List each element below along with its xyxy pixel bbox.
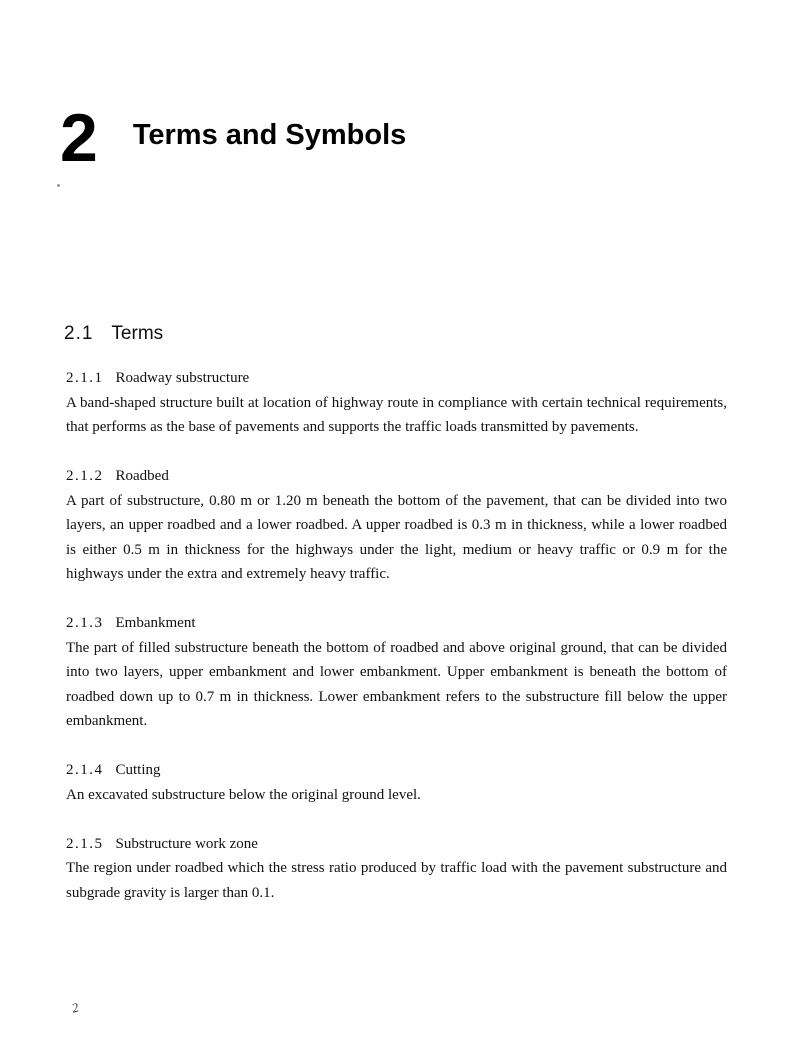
term-heading [66, 611, 727, 636]
term-definition: A band-shaped structure built at location of highway route in compliance with certain technical requirements, that performs as the base of pavements and supports the traffic loads transmitted by pavements. [66, 394, 727, 435]
term-name: Roadbed [115, 468, 169, 484]
term-name: Roadway substructure [115, 370, 250, 386]
term-item [66, 832, 727, 906]
terms-list [66, 366, 727, 930]
term-definition: A part of substructure, 0.80 m or 1.20 m beneath the bottom of the pavement, that can be divided into two layers, an upper roadbed and a lower roadbed. A upper roadbed is 0.3 m in thickness, while a lower roadbed is either 0.5 m in thickness for the highways under the light, medium or heavy traffic or 0.9 m for the highways under the extra and extremely heavy traffic. [66, 492, 727, 582]
term-name: Substructure work zone [115, 835, 258, 852]
term-name: Cutting [115, 762, 161, 778]
term-item [66, 366, 727, 440]
term-heading [66, 832, 727, 857]
term-heading [66, 758, 727, 783]
chapter-number: 2 [60, 100, 97, 176]
scan-speck [57, 184, 60, 187]
page-number: 2 [70, 999, 81, 1016]
term-definition: The part of filled substructure beneath the bottom of roadbed and above original ground, that can be divided into two layers, upper embankment and lower embankment. Upper embankment is beneath the bottom of roadbed down up to 0.7 m in thickness. Lower embankment refers to the substructure fill below the upper embankment. [66, 639, 727, 729]
term-heading [66, 464, 727, 489]
term-number: 2.1.3 [66, 615, 104, 631]
term-definition: An excavated substructure below the original ground level. [66, 786, 421, 803]
term-definition: The region under roadbed which the stress ratio produced by traffic load with the pavement substructure and subgrade gravity is larger than 0.1. [66, 860, 727, 901]
term-number: 2.1.1 [66, 370, 104, 386]
term-number: 2.1.2 [66, 468, 104, 484]
term-number: 2.1.4 [66, 762, 104, 778]
chapter-heading [60, 100, 407, 176]
chapter-title: Terms and Symbols [132, 119, 407, 151]
term-item [66, 611, 727, 734]
section-title: Terms [111, 323, 164, 344]
term-number: 2.1.5 [66, 835, 104, 852]
section-heading [64, 323, 163, 345]
term-item [66, 464, 727, 587]
term-item [66, 758, 727, 807]
section-number: 2.1 [64, 323, 94, 344]
term-heading [66, 366, 727, 391]
term-name: Embankment [115, 615, 196, 631]
